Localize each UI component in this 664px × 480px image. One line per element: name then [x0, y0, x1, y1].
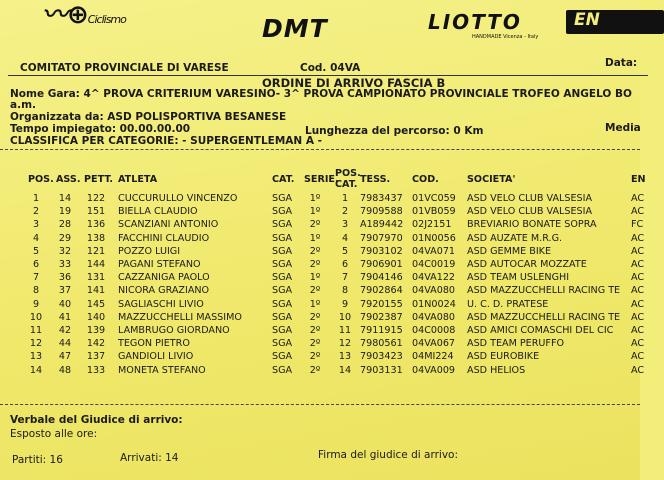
time-taken: Tempo impiegato: 00.00.00.00 — [10, 123, 191, 135]
cell-cod: 04VA122 — [412, 272, 456, 284]
cell-pos: 5 — [32, 245, 40, 257]
cell-serie: 1º — [309, 193, 321, 204]
cell-cat: SGA — [272, 259, 293, 270]
judge-signature-label: Firma del giudice di arrivo: — [318, 449, 458, 461]
cell-societa: ASD GEMME BIKE — [467, 245, 552, 257]
cell-atleta: TEGON PIETRO — [118, 338, 190, 350]
table-row — [0, 245, 645, 258]
cell-pos: 8 — [32, 285, 40, 297]
col-em: EN — [631, 174, 646, 185]
cell-tess: 7909588 — [360, 206, 403, 218]
cell-societa: ASD EUROBIKE — [467, 351, 540, 363]
cell-pett: 137 — [86, 351, 106, 363]
table-row — [0, 285, 645, 297]
cell-cod: 04VA080 — [412, 311, 456, 323]
cell-pos: 10 — [29, 311, 43, 323]
table-row — [0, 364, 645, 377]
cell-atleta: MAZZUCCHELLI MASSIMO — [118, 311, 242, 323]
cell-cod: 01VB059 — [412, 206, 456, 218]
cell-tess: A189442 — [360, 219, 404, 231]
cell-em: AC — [631, 325, 645, 336]
race-name-continued: a.m. — [10, 99, 37, 111]
cell-pett: 122 — [86, 193, 106, 204]
cell-cat: SGA — [272, 232, 293, 244]
cell-em: AC — [631, 193, 645, 204]
cell-societa: ASD TEAM PERUFFO — [467, 338, 565, 350]
cell-ass: 42 — [58, 325, 72, 336]
cell-cod: 04VA080 — [412, 285, 456, 297]
cell-pett: 151 — [86, 206, 106, 218]
cell-poscat: 13 — [338, 351, 352, 363]
cell-societa: BREVIARIO BONATE SOPRA — [467, 219, 597, 231]
cell-pett: 136 — [86, 219, 106, 231]
cell-poscat: 4 — [341, 232, 349, 244]
table-header — [0, 168, 646, 192]
race-name: Nome Gara: 4^ PROVA CRITERIUM VARESINO- 3^ PROVA CAMPIONATO PROVINCIALE TROFEO ANGELO BO — [10, 88, 632, 100]
cell-ass: 19 — [58, 206, 72, 218]
cell-tess: 7903423 — [360, 351, 403, 363]
cell-cat: SGA — [272, 219, 293, 231]
table-row — [0, 193, 645, 205]
cell-ass: 41 — [58, 311, 72, 323]
cell-cod: 04VA009 — [412, 364, 456, 376]
cell-societa: ASD VELO CLUB VALSESIA — [467, 193, 593, 204]
cell-pos: 6 — [32, 259, 40, 270]
cell-pett: 144 — [86, 259, 106, 270]
col-tess: TESS. — [360, 174, 391, 185]
cell-tess: 7983437 — [360, 193, 403, 204]
cell-tess: 7911915 — [360, 325, 403, 336]
cell-em: AC — [631, 338, 645, 350]
cell-tess: 7902864 — [360, 285, 403, 297]
col-serie: SERIE. — [304, 174, 339, 185]
cell-ass: 47 — [58, 351, 72, 363]
cell-poscat: 12 — [338, 338, 352, 350]
cell-serie: 1º — [309, 298, 321, 310]
cell-poscat: 9 — [341, 298, 349, 310]
table-row — [0, 219, 644, 231]
cell-poscat: 3 — [341, 219, 349, 231]
cell-pos: 3 — [32, 219, 40, 231]
table-row — [0, 351, 645, 363]
table-row — [0, 272, 645, 284]
cell-cat: SGA — [272, 364, 293, 376]
cell-em: AC — [631, 364, 645, 376]
cell-poscat: 11 — [338, 325, 352, 336]
cell-cat: SGA — [272, 338, 293, 350]
cell-em: AC — [631, 206, 645, 218]
cell-poscat: 1 — [341, 193, 349, 204]
col-ass: ASS. — [56, 174, 81, 185]
cell-em: AC — [631, 311, 645, 323]
cell-ass: 33 — [58, 259, 72, 270]
cell-cod: 04VA067 — [412, 338, 456, 350]
cell-tess: 7980561 — [360, 338, 403, 350]
category-classification: CLASSIFICA PER CATEGORIE: - SUPERGENTLEMAN A - — [10, 135, 322, 147]
col-poscat: POS. — [335, 168, 361, 179]
cell-atleta: SAGLIASCHI LIVIO — [118, 298, 204, 310]
cell-pett: 121 — [86, 245, 106, 257]
cell-poscat: 7 — [341, 272, 349, 284]
table-row — [0, 338, 645, 350]
cell-cod: 04VA071 — [412, 245, 456, 257]
cell-cod: 01N0056 — [412, 232, 456, 244]
cell-tess: 7907970 — [360, 232, 403, 244]
cell-atleta: FACCHINI CLAUDIO — [118, 232, 210, 244]
cell-atleta: MONETA STEFANO — [118, 364, 206, 376]
club-logo: 〰⊕Ciclismo — [42, 0, 126, 30]
course-length: Lunghezza del percorso: 0 Km — [305, 125, 484, 137]
cell-em: AC — [631, 232, 645, 244]
cell-tess: 7920155 — [360, 298, 403, 310]
cell-tess: 7903102 — [360, 245, 403, 257]
cell-atleta: BIELLA CLAUDIO — [118, 206, 198, 218]
cell-serie: 2º — [309, 311, 321, 323]
cell-em: AC — [631, 272, 645, 284]
cell-pos: 13 — [29, 351, 43, 363]
cell-tess: 7904146 — [360, 272, 403, 284]
cell-pett: 145 — [86, 298, 106, 310]
committee-name: COMITATO PROVINCIALE DI VARESE — [20, 62, 229, 74]
cell-cat: SGA — [272, 272, 293, 284]
col-societa: SOCIETA' — [467, 174, 516, 185]
cell-ass: 44 — [58, 338, 72, 350]
cell-cod: 02J2151 — [412, 219, 452, 231]
dmt-logo: DMT — [262, 14, 328, 43]
cell-cat: SGA — [272, 285, 293, 297]
col-poscat-sub: CAT. — [335, 179, 358, 190]
cell-serie: 2º — [309, 325, 321, 336]
cell-poscat: 6 — [341, 259, 349, 270]
table-row — [0, 259, 645, 271]
cell-cat: SGA — [272, 193, 293, 204]
cell-serie: 2º — [309, 219, 321, 231]
cell-ass: 48 — [58, 364, 72, 376]
cell-poscat: 10 — [338, 311, 352, 323]
cell-cat: SGA — [272, 325, 293, 336]
cell-ass: 14 — [58, 193, 72, 204]
cell-pett: 141 — [86, 285, 106, 297]
committee-code: Cod. 04VA — [300, 62, 361, 74]
cell-poscat: 5 — [341, 245, 349, 257]
cell-serie: 2º — [309, 364, 321, 376]
cell-atleta: SCANZIANI ANTONIO — [118, 219, 219, 231]
cell-atleta: PAGANI STEFANO — [118, 259, 201, 270]
cell-tess: 7902387 — [360, 311, 403, 323]
cell-pett: 138 — [86, 232, 106, 244]
table-row — [0, 311, 645, 324]
cell-serie: 2º — [309, 245, 321, 257]
cell-ass: 37 — [58, 285, 72, 297]
cell-serie: 1º — [309, 232, 321, 244]
organizer: Organizzata da: ASD POLISPORTIVA BESANESE — [10, 111, 287, 123]
cell-atleta: CUCCURULLO VINCENZO — [118, 193, 238, 204]
cell-pos: 1 — [32, 193, 40, 204]
cell-pos: 7 — [32, 272, 40, 284]
cell-cat: SGA — [272, 206, 293, 218]
cell-societa: ASD AUTOCAR MOZZATE — [467, 259, 587, 270]
cell-cat: SGA — [272, 298, 293, 310]
cell-ass: 28 — [58, 219, 72, 231]
sponsor-logo-right: EN — [566, 10, 664, 34]
cell-em: AC — [631, 298, 645, 310]
cell-serie: 2º — [309, 338, 321, 350]
cell-societa: ASD TEAM USLENGHI — [467, 272, 570, 284]
cell-cod: 04C0008 — [412, 325, 456, 336]
table-row — [0, 325, 645, 337]
cell-em: AC — [631, 259, 645, 270]
sponsor-bar — [0, 0, 640, 46]
cell-tess: 7903131 — [360, 364, 403, 376]
col-cat: CAT. — [272, 174, 295, 185]
average-speed-label: Media — [605, 122, 641, 134]
starters-count: Partiti: 16 — [12, 454, 63, 466]
cell-em: AC — [631, 285, 645, 297]
cell-ass: 29 — [58, 232, 72, 244]
cell-ass: 32 — [58, 245, 72, 257]
cell-atleta: LAMBRUGO GIORDANO — [118, 325, 230, 336]
table-row — [0, 232, 645, 245]
cell-serie: 1º — [309, 272, 321, 284]
cell-pett: 131 — [86, 272, 106, 284]
judge-report-title: Verbale del Giudice di arrivo: — [10, 414, 183, 426]
cell-societa: U. C. D. PRATESE — [467, 298, 549, 310]
cell-serie: 2º — [309, 351, 321, 363]
finishers-count: Arrivati: 14 — [120, 452, 179, 464]
cell-pett: 140 — [86, 311, 106, 323]
col-pett: PETT. — [84, 174, 114, 185]
cell-cat: SGA — [272, 311, 293, 323]
cell-societa: ASD AUZATE M.R.G. — [467, 232, 563, 244]
cell-cod: 01N0024 — [412, 298, 456, 310]
cell-pos: 12 — [29, 338, 43, 350]
cell-cod: 04MI224 — [412, 351, 454, 363]
cell-atleta: POZZO LUIGI — [118, 245, 181, 257]
cell-societa: ASD HELIOS — [467, 364, 526, 376]
cell-poscat: 2 — [341, 206, 349, 218]
cell-poscat: 8 — [341, 285, 349, 297]
cell-serie: 1º — [309, 206, 321, 218]
col-cod: COD. — [412, 174, 439, 185]
col-pos: POS. — [28, 174, 54, 185]
cell-em: AC — [631, 351, 645, 363]
cell-cat: SGA — [272, 351, 293, 363]
cell-pos: 4 — [32, 232, 40, 244]
table-row — [0, 206, 645, 218]
cell-cod: 04C0019 — [412, 259, 456, 270]
cell-em: FC — [631, 219, 644, 231]
cell-societa: ASD MAZZUCCHELLI RACING TE — [467, 285, 621, 297]
cell-tess: 7906901 — [360, 259, 403, 270]
cell-serie: 2º — [309, 285, 321, 297]
cell-em: AC — [631, 245, 645, 257]
cell-poscat: 14 — [338, 364, 352, 376]
cell-cat: SGA — [272, 245, 293, 257]
cell-ass: 36 — [58, 272, 72, 284]
cell-serie: 2º — [309, 259, 321, 270]
date-label: Data: — [605, 57, 638, 69]
posted-at: Esposto alle ore: — [10, 428, 98, 440]
cell-pett: 142 — [86, 338, 106, 350]
col-atleta: ATLETA — [118, 174, 158, 185]
cell-societa: ASD AMICI COMASCHI DEL CIC — [467, 325, 614, 336]
table-row — [0, 298, 645, 311]
liotto-logo: LIOTTO HANDMADE Vicenza - Italy — [428, 10, 539, 40]
cell-atleta: NICORA GRAZIANO — [118, 285, 210, 297]
cell-pos: 9 — [32, 298, 40, 310]
cell-pos: 11 — [29, 325, 43, 336]
cell-cod: 01VC059 — [412, 193, 456, 204]
header-dashed-line — [0, 149, 640, 150]
cell-pos: 14 — [29, 364, 43, 376]
cell-pett: 133 — [86, 364, 106, 376]
cell-societa: ASD VELO CLUB VALSESIA — [467, 206, 593, 218]
cell-atleta: GANDIOLI LIVIO — [118, 351, 194, 363]
cell-societa: ASD MAZZUCCHELLI RACING TE — [467, 311, 621, 323]
document-title: ORDINE DI ARRIVO FASCIA B — [262, 76, 446, 90]
footer-dashed-line — [0, 404, 640, 405]
cell-ass: 40 — [58, 298, 72, 310]
cell-atleta: CAZZANIGA PAOLO — [118, 272, 210, 284]
cell-pos: 2 — [32, 206, 40, 218]
cell-pett: 139 — [86, 325, 106, 336]
